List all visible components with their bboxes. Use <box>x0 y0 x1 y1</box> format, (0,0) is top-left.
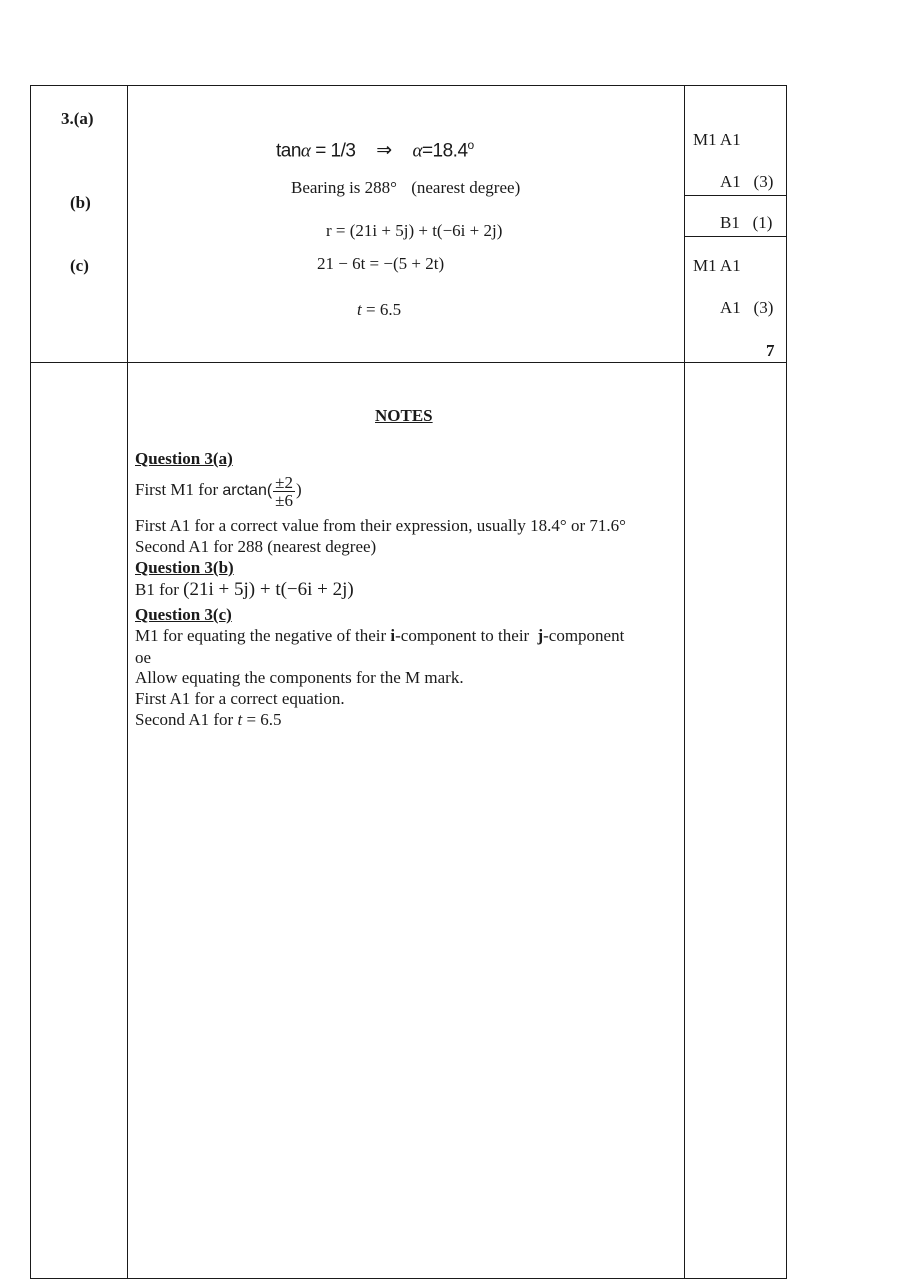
answer-line-r: r = (21i + 5j) + t(−6i + 2j) <box>326 221 503 240</box>
notes-q3c-a1-second-var: t <box>237 710 243 729</box>
alpha-symbol-2: α <box>412 140 422 162</box>
notes-q3c-heading: Question 3(c) <box>135 605 232 624</box>
fraction-numerator: ±2 <box>275 472 294 492</box>
notes-q3b-b1-expr: (21i + 5j) + t(−6i + 2j) <box>183 579 354 600</box>
alpha-symbol: α <box>300 140 311 162</box>
bearing-value: 288° <box>364 178 397 197</box>
notes-q3b-b1 <box>135 580 354 600</box>
table-left-border <box>30 85 31 1279</box>
notes-q3c-a1-second <box>135 710 282 730</box>
notes-q3a-m1-func: arctan( <box>222 482 273 499</box>
answer-line-t <box>357 300 401 320</box>
table-right-border <box>786 85 787 1279</box>
table-top-border <box>30 85 787 86</box>
part-label-b: (b) <box>70 193 91 212</box>
answer-line-bearing <box>291 178 520 198</box>
marks-c-first: M1 A1 <box>693 256 741 275</box>
marks-a-first: M1 A1 <box>693 130 741 149</box>
notes-q3a-heading: Question 3(a) <box>135 449 233 468</box>
notes-q3c-a1-first: First A1 for a correct equation. <box>135 689 345 708</box>
notes-title: NOTES <box>375 406 433 425</box>
notes-q3b-b1-prefix: B1 for <box>135 580 184 599</box>
notes-q3a-m1-close: ) <box>296 480 302 499</box>
tan-value: = 1/3 <box>315 140 356 162</box>
column-divider-1 <box>127 85 128 1279</box>
marks-divider-b <box>684 236 787 237</box>
notes-q3a-m1 <box>135 470 302 511</box>
alpha-value: =18.4 <box>421 140 468 162</box>
marks-a-second: A1 (3) <box>720 172 774 191</box>
notes-q3c-m1-c: -component <box>543 626 625 645</box>
column-divider-2 <box>684 85 685 1279</box>
row-divider <box>30 362 787 363</box>
t-variable: t <box>357 300 362 319</box>
implies-symbol: ⇒ <box>376 140 392 162</box>
tan-text: tan <box>276 140 301 162</box>
bearing-suffix: (nearest degree) <box>411 178 521 197</box>
t-value: = 6.5 <box>361 300 402 319</box>
notes-q3a-a1-first: First A1 for a correct value from their expression, usually 18.4° or 71.6° <box>135 516 626 535</box>
notes-q3c-oe: oe <box>135 648 152 667</box>
notes-q3b-heading: Question 3(b) <box>135 558 234 577</box>
notes-q3a-fraction <box>273 474 295 509</box>
marks-divider-a <box>684 195 787 196</box>
fraction-denominator: ±6 <box>275 490 294 510</box>
bearing-prefix: Bearing is <box>291 178 365 197</box>
answer-line-equation: 21 − 6t = −(5 + 2t) <box>317 254 445 273</box>
notes-q3c-m1-a: M1 for equating the negative of their <box>135 626 391 645</box>
notes-q3c-m1-b: -component to their <box>395 626 534 645</box>
part-label-a: 3.(a) <box>61 109 94 128</box>
notes-q3a-a1-second: Second A1 for 288 (nearest degree) <box>135 537 377 556</box>
answer-line-a <box>276 134 474 162</box>
notes-q3c-allow: Allow equating the components for the M mark. <box>135 668 464 687</box>
notes-q3c-a1-second-rest: = 6.5 <box>242 710 282 729</box>
notes-q3c-m1-j: j <box>537 626 544 645</box>
notes-q3c-m1-i: i <box>390 626 396 645</box>
marks-c-second: A1 (3) <box>720 298 774 317</box>
notes-q3c-a1-second-prefix: Second A1 for <box>135 710 238 729</box>
notes-q3c-m1 <box>135 626 624 646</box>
part-label-c: (c) <box>70 256 89 275</box>
marks-total: 7 <box>766 341 775 360</box>
marks-b: B1 (1) <box>720 213 773 232</box>
table-bottom-border <box>30 1278 787 1279</box>
degree-sign: o <box>467 138 474 152</box>
notes-q3a-m1-prefix: First M1 for <box>135 480 223 499</box>
